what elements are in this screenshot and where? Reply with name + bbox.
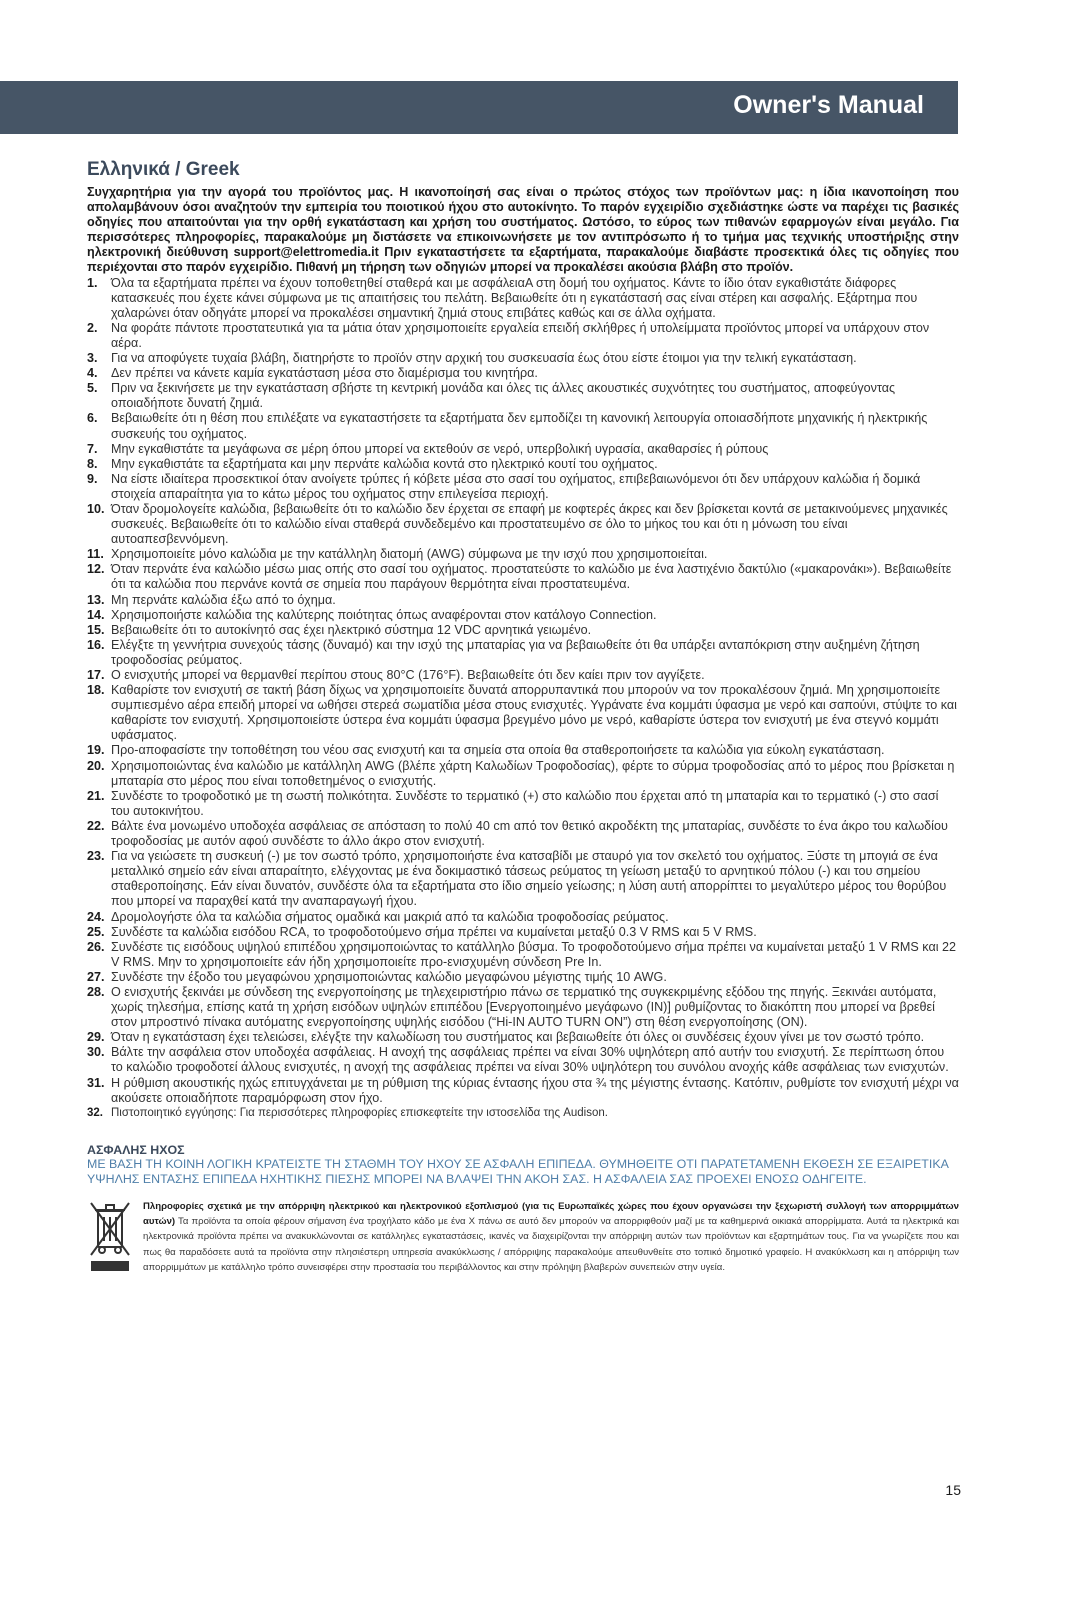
list-item-text: Βεβαιωθείτε ότι το αυτοκίνητό σας έχει ηλεκτρικό σύστημα 12 VDC αρνητικά γειωμένο.	[111, 622, 592, 637]
list-item	[87, 925, 959, 940]
list-item-text: Συνδέστε τα καλώδια εισόδου RCA, το τροφοδοτούμενο σήμα πρέπει να κυμαίνεται μεταξύ 0.3 V RMS και 5 V RMS.	[111, 924, 757, 939]
list-item-number: 18.	[87, 683, 105, 698]
list-item	[87, 562, 959, 592]
list-item-text: Πριν να ξεκινήσετε με την εγκατάσταση σβήστε τη κεντρική μονάδα και όλες τις άλλες ακουστικές συχνότητες του συστήματος, αποφεύγοντας οποιαδήποτε δυνατή ζημιά.	[111, 381, 896, 411]
list-item-number: 10.	[87, 501, 105, 516]
list-item-number: 28.	[87, 984, 105, 999]
list-item-number: 27.	[87, 969, 105, 984]
list-item	[87, 789, 959, 819]
list-item	[87, 502, 959, 547]
content	[87, 159, 959, 1278]
list-item-text: Συνδέστε την έξοδο του μεγαφώνου χρησιμοποιώντας καλώδιο μεγαφώνου μέγιστης τιμής 10 AWG.	[111, 969, 667, 984]
list-item-number: 11.	[87, 547, 104, 562]
list-item	[87, 759, 959, 789]
intro-paragraph: Συγχαρητήρια για την αγορά του προϊόντος μας. Η ικανοποίησή σας είναι ο πρώτος στόχος των προϊόντων μας: η ίδια ικανοποίηση που απολαμβάνουν όσοι αναζητούν την εμπειρία του ποιοτικού ήχου στο αυτοκίνητο. Το παρόν εγχειρίδιο σχεδιάστηκε ώστε να παρέχει τις βασικές οδηγίες που απαιτούνται για την ορθή εγκατάσταση και χρήση του συστήματος. Ωστόσο, το εύρος των πιθανών εφαρμογών είναι μεγάλο. Για περισσότερες πληροφορίες, παρακαλούμε μη διστάσετε να επικοινωνήσετε με τον αντιπρόσωπο ή το τμήμα μας τεχνικής υποστήριξης στην ηλεκτρονική διεύθυνση support@elettromedia.it Πριν εγκαταστήσετε τα εξαρτήματα, παρακαλούμε διαβάστε προσεκτικά όλες τις οδηγίες που περιέχονται στο παρόν εγχειρίδιο. Πιθανή μη τήρηση των οδηγιών μπορεί να προκαλέσει ακούσια βλάβη στο προϊόν.	[87, 185, 959, 275]
list-item-text: Καθαρίστε τον ενισχυτή σε τακτή βάση δίχως να χρησιμοποιείτε δυνατά απορρυπαντικά που μπορούν να τον προκαλέσουν ζημιά. Μη χρησιμοποιείτε συμπιεσμένο αέρα επειδή μπορεί να ωθήσει στερεά σωματίδια μέσα στους ενισχυτές. Υγράνατε ένα κομμάτι ύφασμα με νερό και σαπούνι, στύψτε το και καθαρίστε τον ενισχυτή. Χρησιμοποιείστε ύστερα ένα κομμάτι ύφασμα βρεγμένο μόνο με νερό, καθαρίστε ύστερα τον ενισχυτή με ένα στεγνό κομμάτι υφάσματος.	[111, 683, 957, 743]
list-item-text: Μην εγκαθιστάτε τα εξαρτήματα και μην περνάτε καλώδια κοντά στο ηλεκτρικό κουτί του οχήματος.	[111, 456, 658, 471]
list-item-number: 1.	[87, 275, 98, 290]
list-item-text: Χρησιμοποιήστε καλώδια της καλύτερης ποιότητας όπως αναφέρονται στον κατάλογο Connection.	[111, 607, 657, 622]
disposal-body: Τα προϊόντα τα οποία φέρουν σήμανση ένα τροχήλατο κάδο με ένα Χ πάνω σε αυτό δεν μπορούν να απορριφθούν μαζί με τα καθημερινά οικιακά απορρίμματα. Αυτά τα ηλεκτρικά και ηλεκτρονικά προϊόντα πρέπει να ανακυκλώνονται σε κατάλληλες εγκαταστάσεις, ικανές να διαχειρίζονται την απόρριψη αυτών των προϊόντων και εξαρτημάτων τους. Για να γνωρίζετε που και πως θα παραδόσετε αυτά τα προϊόντα στην πλησιέστερη υπηρεσία ανακύκλωσης / απόρριψης παρακαλούμε απευθυνθείτε στο τοπικό δημοτικό γραφείο. Η ανακύκλωση και η απόρριψη των απορριμμάτων με κατάλληλο τρόπο συνεισφέρει στην προστασία του περιβάλλοντος και στην πρόληψη βλαβερών συνεπειών στην υγεία.	[143, 1216, 959, 1273]
list-item-number: 4.	[87, 366, 98, 381]
list-item-number: 32.	[87, 1106, 103, 1119]
list-item	[87, 411, 959, 441]
list-item-number: 15.	[87, 622, 105, 637]
list-item	[87, 608, 959, 623]
list-item-number: 6.	[87, 411, 98, 426]
disposal-section	[87, 1199, 959, 1278]
disposal-text	[143, 1199, 959, 1278]
list-item-number: 29.	[87, 1030, 105, 1045]
list-item-number: 14.	[87, 607, 105, 622]
list-item-text: Ελέγξτε τη γεννήτρια συνεχούς τάσης (δυναμό) και την ισχύ της μπαταρίας για να βεβαιωθείτε ότι θα υπάρξει ανταπόκριση στην αυξημένη ζήτηση τροφοδοσίας ρεύματος.	[111, 637, 920, 667]
list-item-number: 23.	[87, 849, 105, 864]
list-item	[87, 381, 959, 411]
list-item-text: Πιστοποιητικό εγγύησης: Για περισσότερες πληροφορίες επισκεφτείτε την ιστοσελίδα της Audison.	[111, 1106, 608, 1119]
list-item	[87, 683, 959, 743]
list-item-number: 5.	[87, 381, 98, 396]
list-item	[87, 457, 959, 472]
list-item-number: 19.	[87, 743, 105, 758]
list-item-number: 8.	[87, 456, 98, 471]
page-number: 15	[945, 1482, 961, 1498]
list-item-text: Μην εγκαθιστάτε τα μεγάφωνα σε μέρη όπου μπορεί να εκτεθούν σε νερό, υπερβολική υγρασία, ακαθαρσίες ή ρύπους	[111, 441, 769, 456]
list-item	[87, 442, 959, 457]
list-item-number: 31.	[87, 1075, 105, 1090]
list-item-text: Να φοράτε πάντοτε προστατευτικά για τα μάτια όταν χρησιμοποιείτε εργαλεία επειδή σκλήθρες ή υπολείμματα προϊόντος μπορεί να υπάρχουν στον αέρα.	[111, 320, 930, 350]
list-item-number: 17.	[87, 668, 105, 682]
list-item	[87, 970, 959, 985]
safe-sound-title: ΑΣΦΑΛΗΣ ΗΧΟΣ	[87, 1142, 185, 1157]
list-item	[87, 910, 959, 925]
list-item-number: 12.	[87, 562, 105, 577]
list-item	[87, 668, 959, 683]
list-item	[87, 366, 959, 381]
list-item-text: Η ρύθμιση ακουστικής ηχώς επιτυγχάνεται με τη ρύθμιση της κύριας έντασης ήχου στα ¾ της μέγιστης έντασης. Κατόπιν, ρυθμίστε τον ενισχυτή μέχρι να ακούσετε οποιαδήποτε παραμόρφωση στον ήχο.	[111, 1075, 959, 1105]
list-item-text: Προ-αποφασίστε την τοποθέτηση του νέου σας ενισχυτή και τα σημεία στα οποία θα σταθεροποιήσετε τα καλώδια για εύκολη εγκατάσταση.	[111, 743, 885, 758]
list-item-number: 30.	[87, 1045, 105, 1060]
list-item	[87, 1106, 959, 1121]
list-item	[87, 472, 959, 502]
list-item-number: 22.	[87, 818, 105, 833]
list-item	[87, 321, 959, 351]
list-item	[87, 623, 959, 638]
list-item	[87, 1076, 959, 1106]
list-item	[87, 940, 959, 970]
list-item	[87, 743, 959, 758]
manual-title: Owner's Manual	[733, 91, 924, 119]
list-item-text: Όταν η εγκατάσταση έχει τελειώσει, ελέγξτε την καλωδίωση του συστήματος και βεβαιωθείτε ότι όλες οι συνδέσεις έχουν γίνει με τον σωστό τρόπο.	[111, 1030, 925, 1045]
list-item-text: Μη περνάτε καλώδια έξω από το όχημα.	[111, 592, 336, 607]
list-item-number: 26.	[87, 939, 105, 954]
list-item	[87, 985, 959, 1030]
instruction-list	[87, 276, 959, 1121]
safe-sound-text: ΜΕ ΒΑΣΗ ΤΗ ΚΟΙΝΗ ΛΟΓΙΚΗ ΚΡΑΤΕΙΣΤΕ ΤΗ ΣΤΑΘΜΗ ΤΟΥ ΗΧΟΥ ΣΕ ΑΣΦΑΛΗ ΕΠΙΠΕΔΑ. ΘΥΜΗΘΕΙΤΕ ΟΤΙ ΠΑΡΑΤΕΤΑΜΕΝΗ ΕΚΘΕΣΗ ΣΕ ΕΞΑΙΡΕΤΙΚΑ ΥΨΗΛΗΣ ΕΝΤΑΣΗΣ ΕΠΙΠΕΔΑ ΗΧΗΤΙΚΗΣ ΠΙΕΣΗΣ ΜΠΟΡΕΙ ΝΑ ΒΛΑΨΕΙ ΤΗΝ ΑΚΟΗ ΣΑΣ. Η ΑΣΦΑΛΕΙΑ ΣΑΣ ΠΡΟΕΧΕΙ ΕΝΟΣΩ ΟΔΗΓΕΙΤΕ.	[87, 1156, 949, 1186]
list-item-text: Συνδέστε τις εισόδους υψηλού επιπέδου χρησιμοποιώντας το κατάλληλο βύσμα. Το τροφοδοτούμενο σήμα πρέπει να κυμαίνεται μεταξύ 1 V RMS και 22 V RMS. Μην το χρησιμοποιείτε εάν ήδη χρησιμοποιείτε προ-ενισχυμένη σύνδεση Pre In.	[111, 939, 957, 969]
list-item-text: Όταν δρομολογείτε καλώδια, βεβαιωθείτε ότι το καλώδιο δεν έρχεται σε επαφή με κοφτερές άκρες και δεν βρίσκεται κοντά σε μετακινούμενες μηχανικές συσκευές. Βεβαιωθείτε ότι το καλώδιο είναι σταθερά συνδεδεμένο και προστατευμένο σε όλο το μήκος του και ότι η μόνωση του είναι αυτοαπεσβεννόμενη.	[111, 501, 948, 547]
list-item-text: Να είστε ιδιαίτερα προσεκτικοί όταν ανοίγετε τρύπες ή κόβετε μέσα στο σασί του οχήματος, επιβεβαιωνόμενοι ότι δεν υπάρχουν καλώδια ή δομικά στοιχεία απαραίτητα για το κάτω μέρος του οχήματος στην επιλεγείσα περιοχή.	[111, 471, 921, 501]
list-item	[87, 1045, 959, 1075]
list-item-number: 20.	[87, 758, 105, 773]
list-item	[87, 638, 959, 668]
list-item	[87, 547, 959, 562]
list-item-number: 13.	[87, 592, 105, 607]
list-item	[87, 819, 959, 849]
list-item-text: Συνδέστε το τροφοδοτικό με τη σωστή πολικότητα. Συνδέστε το τερματικό (+) στο καλώδιο που έρχεται από τη μπαταρία και το τερματικό (-) στο σασί του αυτοκινήτου.	[111, 788, 939, 818]
list-item	[87, 276, 959, 321]
list-item-number: 7.	[87, 441, 98, 456]
list-item-text: Για να αποφύγετε τυχαία βλάβη, διατηρήστε το προϊόν στην αρχική του συσκευασία έως ότου είστε έτοιμοι για την τελική εγκατάσταση.	[111, 351, 857, 366]
list-item-number: 2.	[87, 320, 98, 335]
list-item-number: 9.	[87, 471, 98, 486]
list-item-text: Όταν περνάτε ένα καλώδιο μέσω μιας οπής στο σασί του οχήματος. προστατεύστε το καλώδιο με ένα λαστιχένιο δακτύλιο («μακαρονάκι»). Βεβαιωθείτε ότι τα καλώδια που περνάνε κοντά σε σημεία που παράγουν θερμότητα είναι προστατευμένα.	[111, 562, 952, 592]
list-item	[87, 1030, 959, 1045]
list-item-number: 24.	[87, 909, 105, 924]
list-item	[87, 593, 959, 608]
list-item-number: 21.	[87, 788, 105, 803]
list-item-text: Δεν πρέπει να κάνετε καμία εγκατάσταση μέσα στο διαμέρισμα του κινητήρα.	[111, 366, 538, 381]
list-item-text: Όλα τα εξαρτήματα πρέπει να έχουν τοποθετηθεί σταθερά και με ασφάλειαΑ στη δομή του οχήματος. Κάντε το ίδιο όταν εγκαθιστάτε διάφορες κατασκευές που έχετε κάνει σύμφωνα με τις απαιτήσεις του πελάτη. Βεβαιωθείτε ότι η εγκατάστασή σας είναι στέρεη και ασφαλής. Εξάρτημα που χαλαρώνει όταν οδηγάτε μπορεί να προκαλέσει σημαντική ζημιά στους επιβάτες καθώς και σε άλλα οχήματα.	[111, 275, 918, 320]
list-item-number: 3.	[87, 351, 98, 366]
list-item-text: Για να γειώσετε τη συσκευή (-) με τον σωστό τρόπο, χρησιμοποιήστε ένα κατσαβίδι με σταυρό για τον σκελετό του οχήματος. Ξύστε τη μπογιά σε ένα μεταλλικό σημείο εάν είναι απαραίτητο, ελέγχοντας με ένα δοκιμαστικό τάσεως ρεύματος τη γείωση μεταξύ το αρνητικού πόλου (-) και του σημείου σταθεροποίησης. Εάν είναι δυνατόν, συνδέστε όλα τα εξαρτήματα στο ίδιο σημείο γείωσης; η λύση αυτή απορρίπτει το μεγαλύτερο μέρος του θορύβου που μπορεί να παραχθεί κατά την αναπαραγωγή ήχου.	[111, 849, 947, 909]
list-item	[87, 849, 959, 909]
list-item-text: Βάλτε την ασφάλεια στον υποδοχέα ασφάλειας. Η ανοχή της ασφάλειας πρέπει να είναι 30% υψηλότερη από αυτήν του ενισχυτή. Σε περίπτωση όπου το καλώδιο τροφοδοτεί άλλους ενισχυτές, η ανοχή της ασφάλειας πρέπει να είναι 30% υψηλότερη του συνόλου ανοχής κάθε ασφάλειας των ενισχυτών.	[111, 1045, 949, 1075]
list-item-number: 25.	[87, 924, 105, 939]
language-title: Ελληνικά / Greek	[87, 159, 240, 180]
disposal-bold: Πληροφορίες σχετικά με την απόρριψη ηλεκτρικού και ηλεκτρονικού εξοπλισμού (για τις Ευρωπαϊκές χώρες που έχουν οργανώσει την ξεχωριστή συλλογή των απορριμμάτων αυτών)	[143, 1200, 959, 1228]
list-item	[87, 351, 959, 366]
list-item-text: Χρησιμοποιώντας ένα καλώδιο με κατάλληλη AWG (βλέπε χάρτη Καλωδίων Τροφοδοσίας), φέρτε το σύρμα τροφοδοσίας από το μέρος που βρίσκεται η μπαταρία στο μέρος που είναι τοποθετημένος ο ενισχυτής.	[111, 758, 955, 788]
list-item-text: Ο ενισχυτής ξεκινάει με σύνδεση της ενεργοποίησης με τηλεχειριστήριο πάνω σε τερματικό της συγκεκριμένης εξόδου της πηγής. Ξεκινάει αυτόματα, χωρίς τηλεσήμα, επίσης κατά τη χρήση εισόδων υψηλών επιπέδου [Ενεργοποιημένο μεγάφωνο (IN)] ρυθμίζοντας το διακόπτη που μπορεί να βρεθεί στον μπροστινό πίνακα αυτόματης ενεργοποίησης υψηλής εισόδου (“Hi-IN AUTO TURN ON”) στη θέση ενεργοποίησης (ON).	[111, 984, 937, 1030]
list-item-text: Ο ενισχυτής μπορεί να θερμανθεί περίπου στους 80°C (176°F). Βεβαιωθείτε ότι δεν καίει πριν τον αγγίξετε.	[111, 668, 705, 682]
list-item-text: Χρησιμοποιείτε μόνο καλώδια με την κατάλληλη διατομή (AWG) σύμφωνα με την ισχύ που χρησιμοποιείται.	[111, 547, 708, 562]
list-item-text: Δρομολογήστε όλα τα καλώδια σήματος ομαδικά και μακριά από τα καλώδια τροφοδοσίας ρεύματος.	[111, 909, 669, 924]
list-item-text: Βεβαιωθείτε ότι η θέση που επιλέξατε να εγκαταστήσετε τα εξαρτήματα δεν εμποδίζει τη κανονική λειτουργία οποιασδήποτε μηχανικής ή ηλεκτρικής συσκευής του οχήματος.	[111, 411, 928, 441]
header-bar	[0, 81, 958, 134]
weee-crossed-bin-icon	[87, 1199, 133, 1278]
list-item-number: 16.	[87, 637, 105, 652]
list-item-text: Βάλτε ένα μονωμένο υποδοχέα ασφάλειας σε απόσταση το πολύ 40 cm από τον θετικό ακροδέκτη της μπαταρίας, συνδέστε το ένα άκρο του καλωδίου τροφοδοσίας με αυτόν αφού συνδέστε το άλλο άκρο στον ενισχυτή.	[111, 818, 948, 849]
